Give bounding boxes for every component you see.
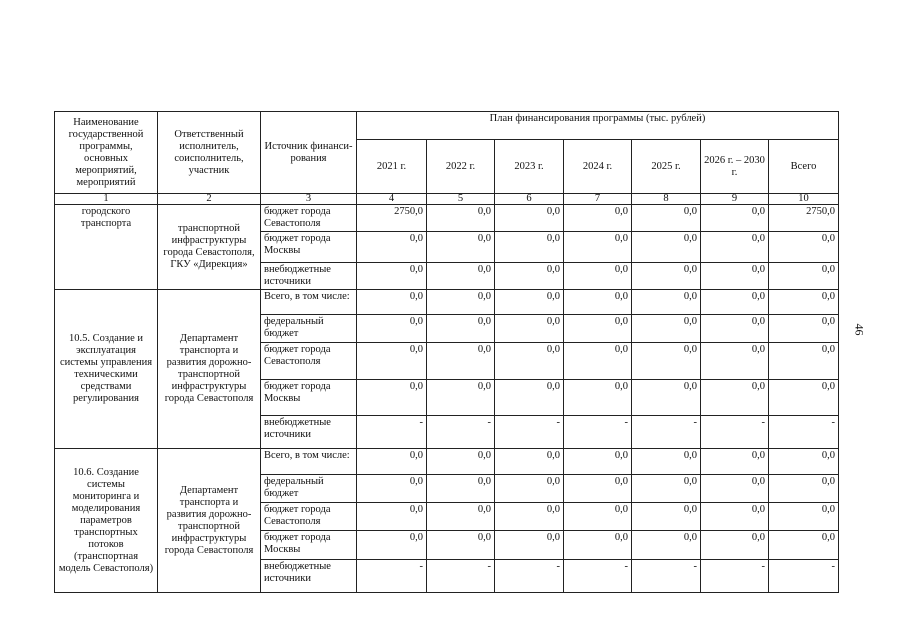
value-cell: 0,0 bbox=[427, 290, 495, 315]
value-cell: 0,0 bbox=[357, 232, 427, 263]
value-cell: 0,0 bbox=[357, 475, 427, 503]
value-cell: - bbox=[495, 416, 564, 449]
value-cell: 0,0 bbox=[427, 449, 495, 475]
funding-source-cell: бюджет города Москвы bbox=[261, 531, 357, 560]
value-cell: 0,0 bbox=[632, 503, 701, 531]
header-year: Всего bbox=[769, 140, 839, 194]
value-cell: 0,0 bbox=[769, 290, 839, 315]
header-index-cell: 6 bbox=[495, 194, 564, 205]
value-cell: 0,0 bbox=[701, 263, 769, 290]
table-body bbox=[55, 205, 839, 593]
header-source: Источник финанси-рования bbox=[261, 112, 357, 194]
funding-source-cell: бюджет города Севастополя bbox=[261, 343, 357, 380]
executor-cell: Департамент транспорта и развития дорожно-транспортной инфраструктуры города Севастополя bbox=[158, 290, 261, 449]
value-cell: 0,0 bbox=[357, 380, 427, 416]
value-cell: 0,0 bbox=[769, 531, 839, 560]
value-cell: 0,0 bbox=[357, 503, 427, 531]
funding-source-cell: бюджет города Севастополя bbox=[261, 205, 357, 232]
header-year: 2021 г. bbox=[357, 140, 427, 194]
value-cell: 0,0 bbox=[357, 531, 427, 560]
value-cell: 0,0 bbox=[427, 380, 495, 416]
value-cell: 0,0 bbox=[564, 475, 632, 503]
funding-source-cell: Всего, в том числе: bbox=[261, 449, 357, 475]
value-cell: 0,0 bbox=[769, 449, 839, 475]
value-cell: 0,0 bbox=[495, 380, 564, 416]
table-row bbox=[55, 449, 839, 475]
value-cell: 0,0 bbox=[427, 343, 495, 380]
value-cell: - bbox=[564, 416, 632, 449]
header-index-cell: 7 bbox=[564, 194, 632, 205]
value-cell: 0,0 bbox=[769, 343, 839, 380]
value-cell: 0,0 bbox=[632, 380, 701, 416]
funding-source-cell: федеральный бюджет bbox=[261, 315, 357, 343]
measure-name-cell: 10.5. Создание и эксплуатация системы управления техническими средствами регулирования bbox=[55, 290, 158, 449]
value-cell: - bbox=[427, 560, 495, 593]
value-cell: 0,0 bbox=[701, 449, 769, 475]
value-cell: 0,0 bbox=[632, 449, 701, 475]
value-cell: 0,0 bbox=[427, 475, 495, 503]
measure-name-cell: 10.6. Создание системы мониторинга и моделирования параметров транспортных потоков (транспортная модель Севастополя) bbox=[55, 449, 158, 593]
value-cell: 2750,0 bbox=[769, 205, 839, 232]
header-year: 2025 г. bbox=[632, 140, 701, 194]
value-cell: 0,0 bbox=[427, 232, 495, 263]
value-cell: 0,0 bbox=[357, 263, 427, 290]
header-year: 2024 г. bbox=[564, 140, 632, 194]
value-cell: 0,0 bbox=[632, 290, 701, 315]
value-cell: 0,0 bbox=[495, 263, 564, 290]
value-cell: 0,0 bbox=[701, 343, 769, 380]
value-cell: 0,0 bbox=[495, 503, 564, 531]
value-cell: 0,0 bbox=[495, 531, 564, 560]
value-cell: - bbox=[357, 416, 427, 449]
measure-name-cell: городского транспорта bbox=[55, 205, 158, 290]
value-cell: 0,0 bbox=[632, 531, 701, 560]
table-row bbox=[55, 290, 839, 315]
value-cell: 0,0 bbox=[701, 290, 769, 315]
header-index-cell: 10 bbox=[769, 194, 839, 205]
executor-cell: Департамент транспорта и развития дорожно-транспортной инфраструктуры города Севастополя bbox=[158, 449, 261, 593]
value-cell: 0,0 bbox=[632, 232, 701, 263]
value-cell: - bbox=[632, 416, 701, 449]
value-cell: 0,0 bbox=[564, 315, 632, 343]
value-cell: 0,0 bbox=[495, 290, 564, 315]
value-cell: 0,0 bbox=[564, 380, 632, 416]
header-index-cell: 4 bbox=[357, 194, 427, 205]
header-name: Наименование государственной программы, основных мероприятий, мероприятий bbox=[55, 112, 158, 194]
value-cell: 0,0 bbox=[632, 343, 701, 380]
value-cell: 0,0 bbox=[769, 315, 839, 343]
value-cell: 0,0 bbox=[564, 263, 632, 290]
value-cell: 0,0 bbox=[769, 380, 839, 416]
value-cell: - bbox=[769, 416, 839, 449]
value-cell: 0,0 bbox=[357, 290, 427, 315]
value-cell: - bbox=[701, 416, 769, 449]
value-cell: 2750,0 bbox=[357, 205, 427, 232]
value-cell: 0,0 bbox=[632, 315, 701, 343]
value-cell: 0,0 bbox=[701, 232, 769, 263]
value-cell: 0,0 bbox=[427, 205, 495, 232]
value-cell: 0,0 bbox=[769, 263, 839, 290]
value-cell: 0,0 bbox=[495, 315, 564, 343]
header-year: 2023 г. bbox=[495, 140, 564, 194]
value-cell: 0,0 bbox=[632, 205, 701, 232]
value-cell: 0,0 bbox=[701, 531, 769, 560]
value-cell: 0,0 bbox=[769, 503, 839, 531]
value-cell: - bbox=[357, 560, 427, 593]
value-cell: 0,0 bbox=[564, 343, 632, 380]
table-row bbox=[55, 205, 839, 232]
value-cell: 0,0 bbox=[564, 449, 632, 475]
value-cell: 0,0 bbox=[495, 343, 564, 380]
value-cell: 0,0 bbox=[701, 205, 769, 232]
value-cell: 0,0 bbox=[357, 315, 427, 343]
value-cell: 0,0 bbox=[495, 232, 564, 263]
header-index-cell: 1 bbox=[55, 194, 158, 205]
value-cell: 0,0 bbox=[427, 263, 495, 290]
header-year: 2026 г. – 2030 г. bbox=[701, 140, 769, 194]
value-cell: 0,0 bbox=[701, 380, 769, 416]
value-cell: 0,0 bbox=[357, 343, 427, 380]
value-cell: 0,0 bbox=[632, 263, 701, 290]
funding-source-cell: федеральный бюджет bbox=[261, 475, 357, 503]
value-cell: 0,0 bbox=[701, 503, 769, 531]
header-executor: Ответственный исполнитель, соисполнитель, участник bbox=[158, 112, 261, 194]
header-year: 2022 г. bbox=[427, 140, 495, 194]
value-cell: - bbox=[701, 560, 769, 593]
value-cell: 0,0 bbox=[564, 503, 632, 531]
funding-source-cell: бюджет города Севастополя bbox=[261, 503, 357, 531]
header-index-cell: 8 bbox=[632, 194, 701, 205]
value-cell: 0,0 bbox=[357, 449, 427, 475]
header-plan-title: План финансирования программы (тыс. рублей) bbox=[357, 112, 839, 140]
value-cell: 0,0 bbox=[427, 503, 495, 531]
header-index-cell: 9 bbox=[701, 194, 769, 205]
header-index-cell: 3 bbox=[261, 194, 357, 205]
value-cell: 0,0 bbox=[701, 475, 769, 503]
value-cell: 0,0 bbox=[427, 531, 495, 560]
value-cell: 0,0 bbox=[701, 315, 769, 343]
value-cell: 0,0 bbox=[632, 475, 701, 503]
header-index-cell: 5 bbox=[427, 194, 495, 205]
value-cell: 0,0 bbox=[495, 205, 564, 232]
value-cell: 0,0 bbox=[495, 449, 564, 475]
funding-source-cell: бюджет города Москвы bbox=[261, 232, 357, 263]
value-cell: 0,0 bbox=[427, 315, 495, 343]
value-cell: 0,0 bbox=[564, 290, 632, 315]
funding-source-cell: Всего, в том числе: bbox=[261, 290, 357, 315]
funding-source-cell: внебюджетные источники bbox=[261, 416, 357, 449]
value-cell: 0,0 bbox=[564, 531, 632, 560]
value-cell: - bbox=[427, 416, 495, 449]
header-index-cell: 2 bbox=[158, 194, 261, 205]
financing-table bbox=[54, 111, 839, 593]
value-cell: - bbox=[564, 560, 632, 593]
value-cell: 0,0 bbox=[564, 205, 632, 232]
value-cell: - bbox=[769, 560, 839, 593]
header-index-row bbox=[55, 194, 839, 205]
funding-source-cell: бюджет города Москвы bbox=[261, 380, 357, 416]
value-cell: - bbox=[632, 560, 701, 593]
value-cell: 0,0 bbox=[769, 232, 839, 263]
value-cell: 0,0 bbox=[495, 475, 564, 503]
value-cell: - bbox=[495, 560, 564, 593]
value-cell: 0,0 bbox=[769, 475, 839, 503]
funding-source-cell: внебюджетные источники bbox=[261, 560, 357, 593]
value-cell: 0,0 bbox=[564, 232, 632, 263]
executor-cell: транспортной инфраструктуры города Севастополя, ГКУ «Дирекция» bbox=[158, 205, 261, 290]
page-number: 46 bbox=[852, 323, 867, 336]
funding-source-cell: внебюджетные источники bbox=[261, 263, 357, 290]
